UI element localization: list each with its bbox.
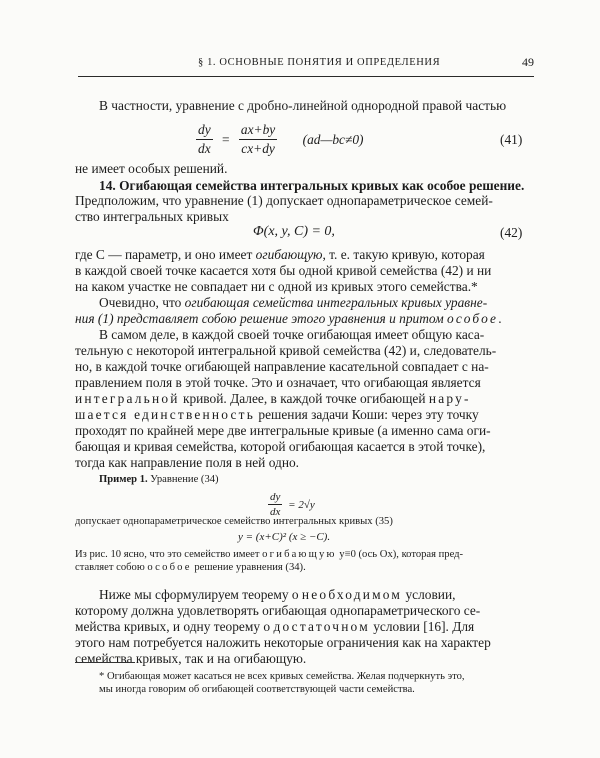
- equation-35: y = (x+C)² (x ≥ −C).: [238, 531, 331, 543]
- eq41-rhs-fraction: [239, 122, 277, 157]
- text-line: на каком участке не совпадает ни с одной из кривых этого семейства.*: [75, 279, 478, 294]
- eq41-lhs-denominator: dx: [198, 141, 211, 156]
- text-line: Очевидно, что огибающая семейства интегральных кривых уравне-: [99, 295, 488, 310]
- text-line: тогда как направление поля в ней одно.: [75, 455, 300, 470]
- text-line: этого нам потребуется наложить некоторые ограничения как на характер: [75, 635, 491, 650]
- eq41-lhs-fraction: [196, 122, 213, 157]
- example-equation: [268, 491, 315, 518]
- text-line: но, в каждой точке огибающей направление касательной совпадает с на-: [75, 359, 489, 374]
- equation-42: Φ(x, y, C) = 0,: [253, 224, 335, 239]
- text-line: в каждой своей точке касается хотя бы одной кривой семейства (42) и ни: [75, 263, 492, 278]
- intro-line: В частности, уравнение с дробно-линейной однородной правой частью: [99, 98, 507, 113]
- example-title: Пример 1. Уравнение (34): [99, 474, 219, 485]
- text-line: тельную с некоторой интегральной кривой семейства (42) и, следователь-: [75, 343, 497, 358]
- example-line: допускает однопараметрическое семейство интегральных кривых (35): [75, 516, 393, 527]
- section-title: § 1. ОСНОВНЫЕ ПОНЯТИЯ И ОПРЕДЕЛЕНИЯ: [198, 57, 441, 68]
- text-line: которому должна удовлетворять огибающая однопараметрического се-: [75, 603, 481, 618]
- eq41-number: (41): [500, 132, 523, 147]
- text-line: ния (1) представляет собою решение этого уравнения и притом особое.: [75, 311, 502, 326]
- eq41-rhs-numerator: ax+by: [239, 122, 277, 140]
- section-14-heading-text: 14. Огибающая семейства интегральных кривых как особое решение.: [99, 178, 525, 193]
- example-line: Из рис. 10 ясно, что это семейство имеет огибающую y≡0 (ось Ox), которая пред-: [75, 549, 464, 560]
- example-equation-rhs: = 2√y: [288, 498, 315, 511]
- footnote-line: мы иногда говорим об огибающей соответствующей части семейства.: [99, 684, 415, 695]
- eq41-lhs-numerator: dy: [196, 122, 213, 140]
- eq42-number: (42): [500, 225, 523, 240]
- text-line: Ниже мы сформулируем теорему о необходимом условии,: [99, 587, 456, 602]
- example-line: ставляет собою особое решение уравнения (34).: [75, 562, 306, 573]
- header-rule: [78, 76, 534, 77]
- text-line: мейства кривых, и одну теорему о достаточном условии [16]. Для: [75, 619, 475, 634]
- eq41-rhs-denominator: cx+dy: [241, 141, 275, 156]
- text-line: шается единственность решения задачи Коши: через эту точку: [75, 407, 479, 422]
- footnote-rule: [75, 662, 135, 663]
- equation-41: $\frac{dy}{dx}$ = $\frac{ax+by}{cx+dy}$ (ad—bc≠0): [198, 122, 364, 156]
- text-line: интегральной кривой. Далее, в каждой точке огибающей нару-: [75, 391, 471, 406]
- after-eq41: не имеет особых решений.: [75, 161, 228, 176]
- text-line: где C — параметр, и оно имеет огибающую, т. е. такую кривую, которая: [75, 247, 485, 262]
- text-line: семейства кривых, так и на огибающую.: [75, 651, 307, 666]
- running-header: [78, 55, 534, 77]
- page-number: 49: [522, 55, 534, 69]
- example-fraction: $\frac{dy}{dx}$: [270, 491, 281, 518]
- eq41-condition: (ad—bc≠0): [302, 131, 364, 147]
- text-line: ство интегральных кривых: [75, 209, 229, 224]
- text-line: В самом деле, в каждой своей точке огибающая имеет общую каса-: [99, 327, 485, 342]
- text-line: Предположим, что уравнение (1) допускает однопараметрическое семей-: [75, 193, 493, 208]
- section-14-heading: [99, 178, 524, 194]
- text-line: правлением поля в этой точке. Это и означает, что огибающая является: [75, 375, 481, 390]
- text-line: бающая и кривая семейства, которой огибающая касается в этой точке),: [75, 439, 486, 454]
- text-line: проходят по крайней мере две интегральные кривые (а именно сама оги-: [75, 423, 491, 438]
- footnote-line: * Огибающая может касаться не всех кривых семейства. Желая подчеркнуть это,: [99, 671, 465, 682]
